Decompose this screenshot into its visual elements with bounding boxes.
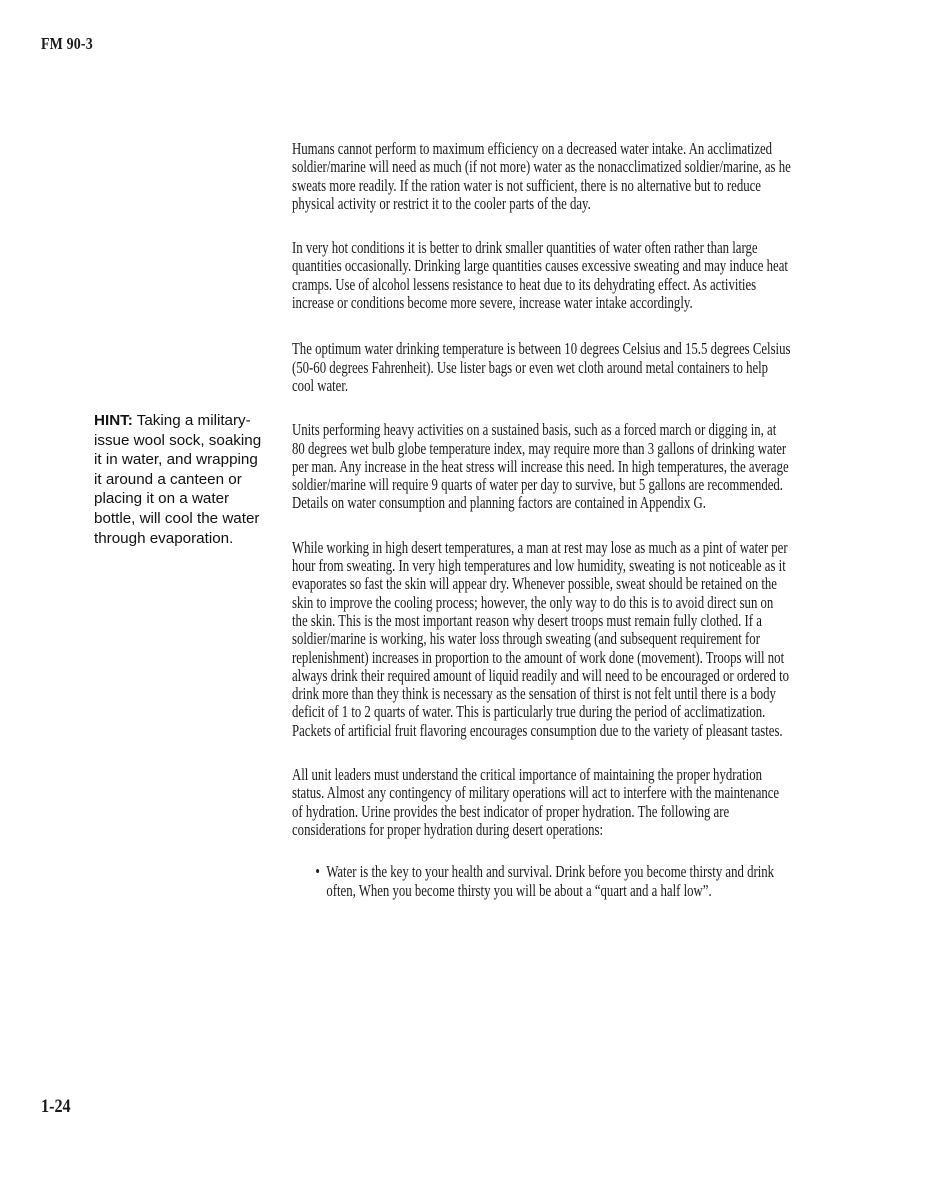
list-item bbox=[315, 863, 791, 900]
body-paragraph: All unit leaders must understand the critical importance of maintaining the proper hydration status. Almost any contingency of military operations will act to interfere with the maintenance of hydration. Urine provides the best indicator of proper hydration. The following are considerations for proper hydration during desert operations: bbox=[292, 765, 780, 839]
bullet-icon: • bbox=[315, 862, 320, 882]
body-paragraph: Humans cannot perform to maximum efficiency on a decreased water intake. An acclimatized soldier/marine will need as much (if not more) water as the nonacclimatized soldier/marine, as he sweats more readily. If the ration water is not sufficient, there is no alternative but to reduce physical activity or restrict it to the cooler parts of the day. bbox=[292, 139, 791, 213]
document-id-header: FM 90-3 bbox=[41, 34, 93, 53]
body-paragraph: In very hot conditions it is better to drink smaller quantities of water often rather than large quantities occasionally. Drinking large quantities causes excessive sweating and may induce heat cramps. Use of alcohol lessens resistance to heat due to its dehydrating effect. As activities increase or conditions become more severe, increase water intake accordingly. bbox=[292, 238, 788, 313]
hint-label: HINT: bbox=[94, 412, 133, 429]
page-number: 1-24 bbox=[41, 1096, 71, 1117]
hydration-considerations-list bbox=[292, 863, 791, 900]
body-paragraph: The optimum water drinking temperature is between 10 degrees Celsius and 15.5 degrees Celsius (50-60 degrees Fahrenheit). Use lister bags or even wet cloth around metal containers to help cool water. bbox=[292, 339, 791, 395]
list-item-text: Water is the key to your health and survival. Drink before you become thirsty and drink often, When you become thirsty you will be about a “quart and a half low”. bbox=[326, 862, 775, 900]
main-text-column bbox=[292, 140, 791, 900]
hint-sidebar-note bbox=[94, 411, 262, 548]
body-paragraph: While working in high desert temperatures, a man at rest may lose as much as a pint of water per hour from sweating. In very high temperatures and low humidity, sweating is not noticeable as it evaporates so fast the skin will appear dry. Whenever possible, sweat should be retained on the skin to improve the cooling process; however, the only way to do this is to avoid direct sun on the skin. This is the most important reason why desert troops must remain fully clothed. If a soldier/marine is working, his water loss through sweating (and subsequent requirement for replenishment) increases in proportion to the amount of work done (movement). Troops will not always drink their required amount of liquid readily and will need to be encouraged or ordered to drink more than they think is necessary as the sensation of thirst is not felt until there is a body deficit of 1 to 2 quarts of water. This is particularly true during the period of acclimatization. Packets of artificial fruit flavoring encourages consumption due to the variety of pleasant tastes. bbox=[292, 537, 790, 740]
body-paragraph: Units performing heavy activities on a sustained basis, such as a forced march or digging in, at 80 degrees wet bulb globe temperature index, may require more than 3 gallons of drinking water per man. Any increase in the heat stress will increase this need. In high temperatures, the average soldier/marine will require 9 quarts of water per day to survive, but 5 gallons are recommended. Details on water consumption and planning factors are contained in Appendix G. bbox=[292, 420, 789, 513]
hint-text: Taking a military-issue wool sock, soaking it in water, and wrapping it around a canteen or placing it on a water bottle, will cool the water through evaporation. bbox=[94, 412, 262, 547]
